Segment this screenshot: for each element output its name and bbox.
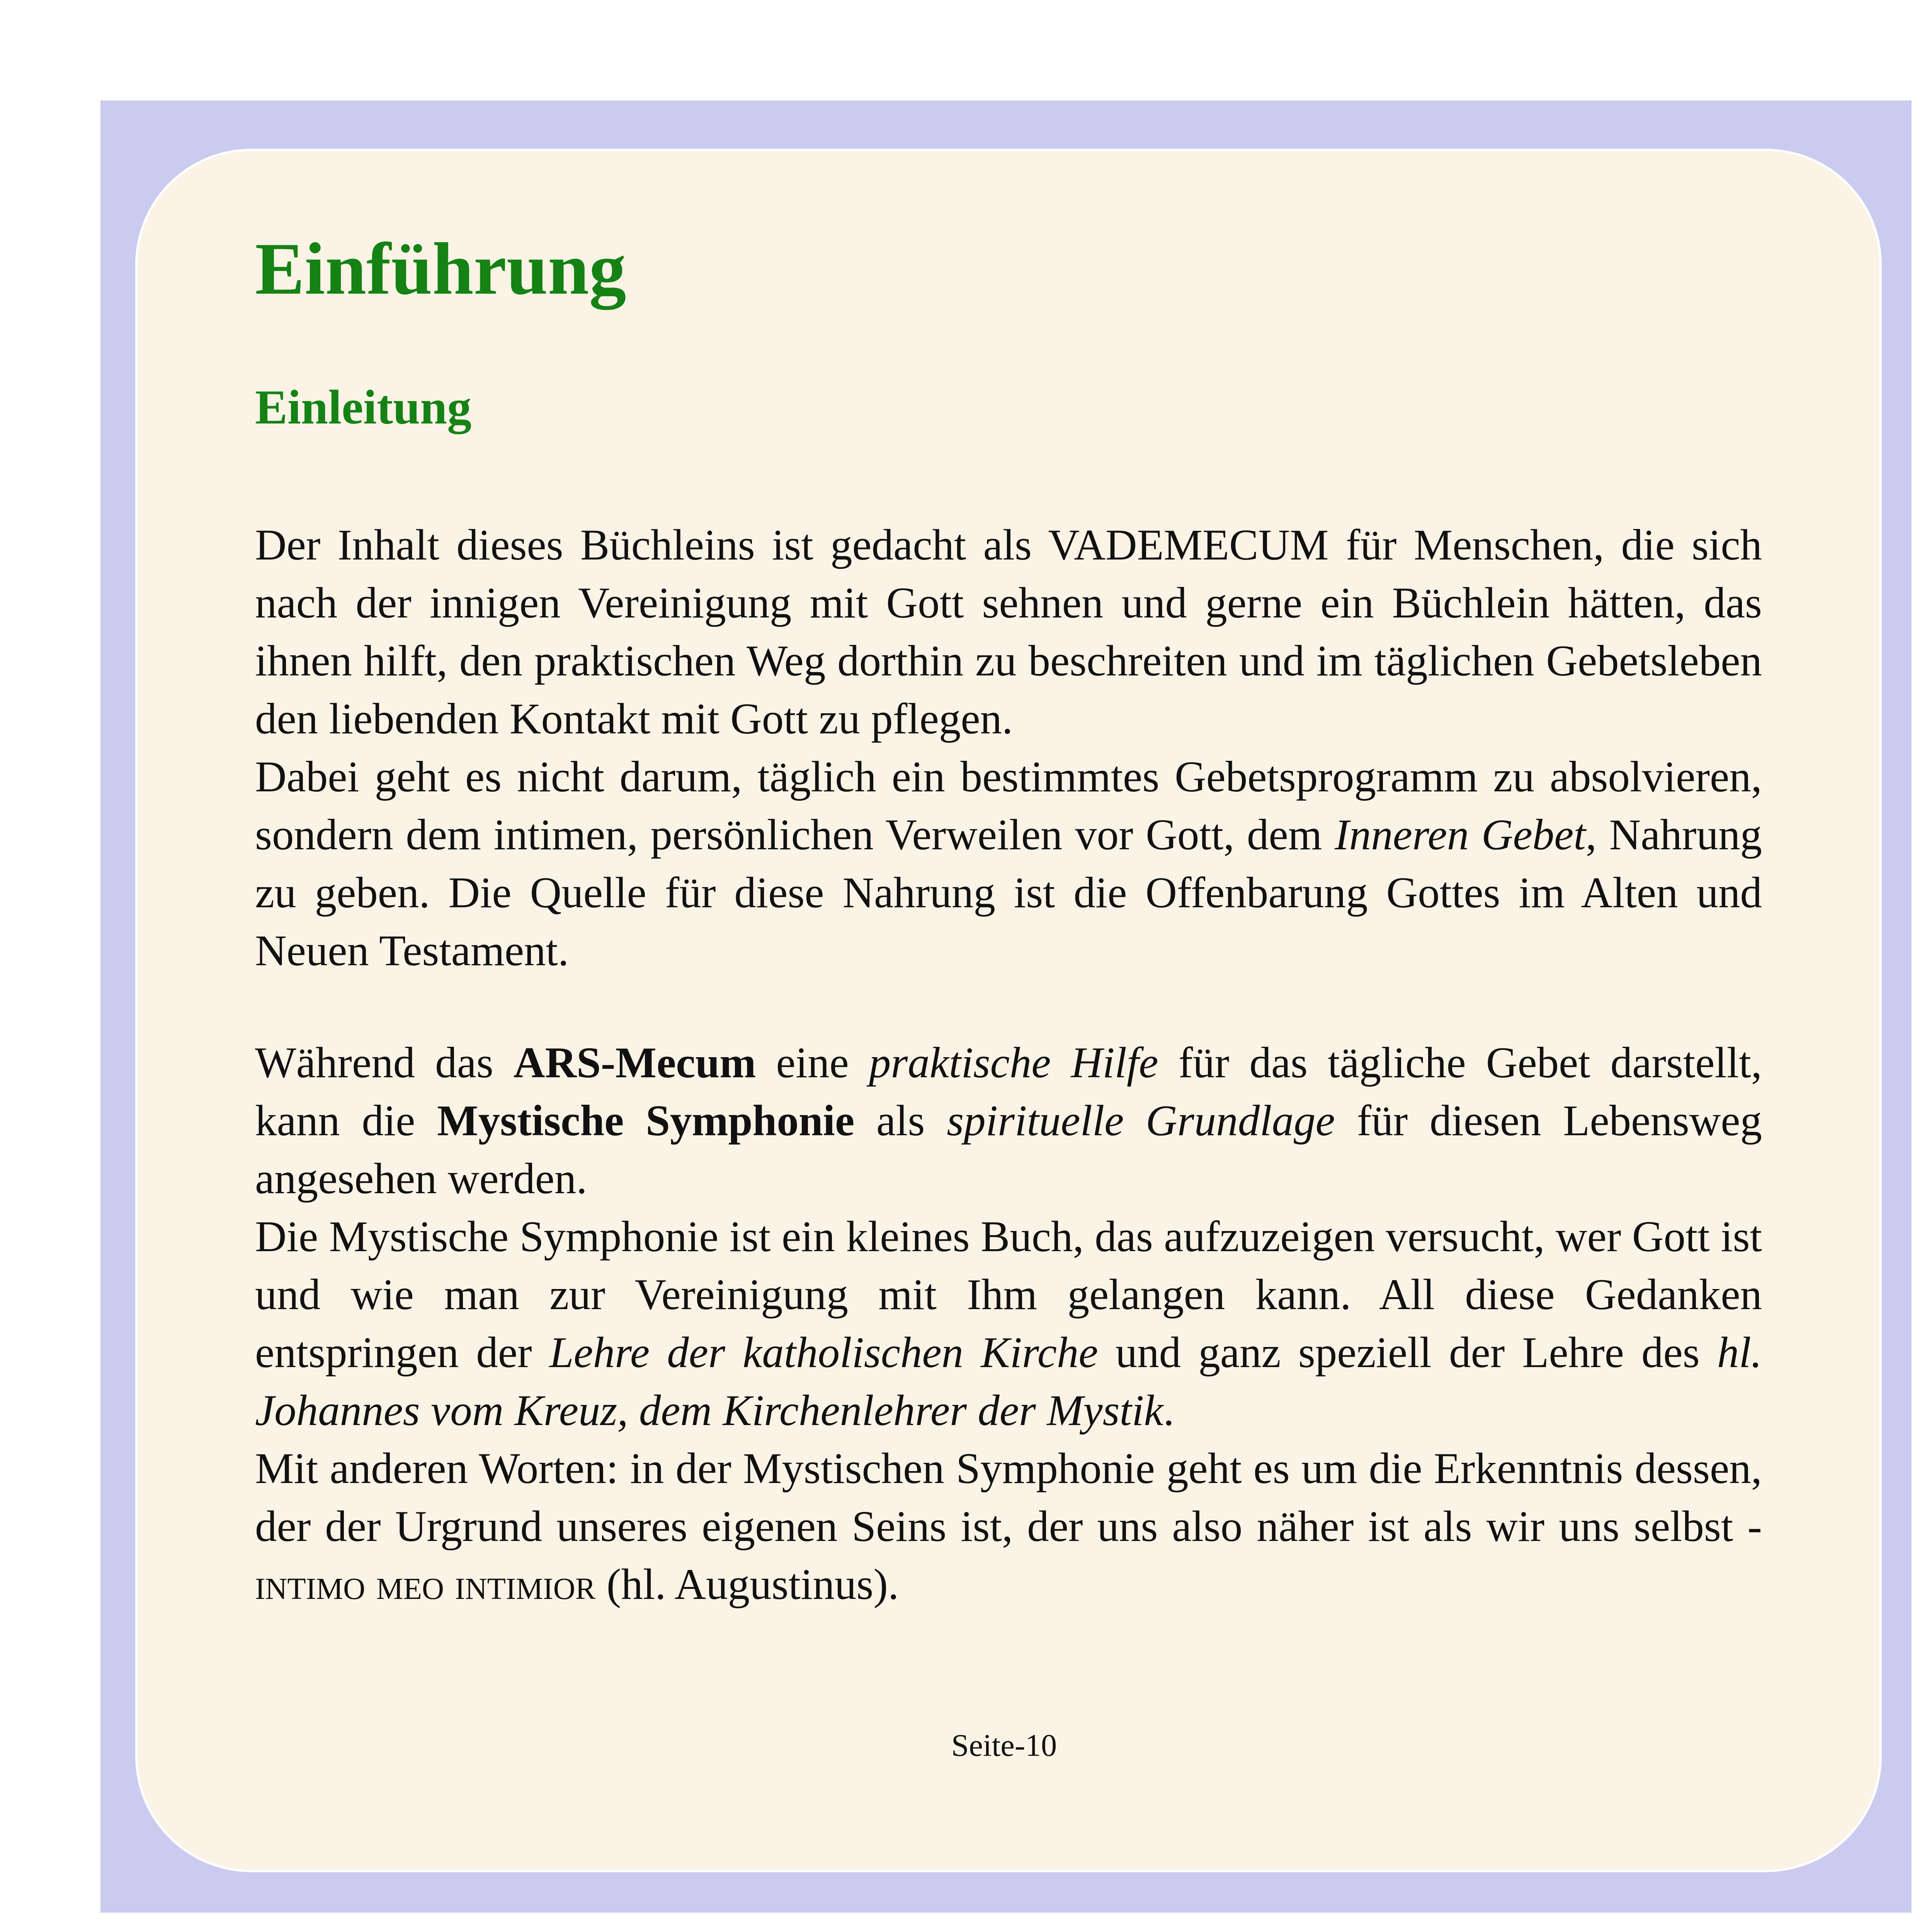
- paragraph-3-text-b: eine: [756, 1039, 869, 1087]
- bold-mystische-symphonie: Mystische Symphonie: [437, 1097, 855, 1145]
- emphasis-spirituelle-grundlage: spirituelle Grundlage: [947, 1097, 1335, 1145]
- emphasis-lehre-kirche: Lehre der katholischen Kirche: [549, 1328, 1098, 1377]
- page-number: Seite-10: [951, 1728, 1057, 1763]
- section-heading: Einleitung: [255, 381, 472, 434]
- paragraph-5-text-a: Mit anderen Worten: in der Mystischen Symphonie geht es um die Erkenntnis dessen, der der Urgrund unseres eigenen Seins ist, der uns also näher ist als wir uns selbst -: [255, 1444, 1762, 1551]
- paragraph-3-text-d: als: [854, 1097, 947, 1145]
- paragraph-3-text-c: für das tägliche Gebet darstellt, kann die: [255, 1039, 1762, 1145]
- document-body: [255, 228, 1762, 1614]
- paragraph-2: [255, 748, 1762, 980]
- bold-ars-mecum: ARS-Mecum: [513, 1039, 756, 1087]
- paragraph-1: [255, 516, 1762, 748]
- paragraph-2-text-b: , Nahrung zu geben. Die Quelle für diese Nahrung ist die Offenbarung Gottes im Alten und Neuen Testament.: [255, 811, 1762, 975]
- paragraph-3: [255, 1034, 1762, 1208]
- emphasis-praktische-hilfe: praktische Hilfe: [869, 1039, 1158, 1087]
- emphasis-inneres-gebet: Inneren Gebet: [1335, 811, 1586, 859]
- paragraph-3-text-e: für diesen Lebensweg angesehen werden.: [255, 1097, 1762, 1203]
- paragraph-4-text-c: .: [1163, 1386, 1174, 1435]
- emphasis-johannes-vom-kreuz: hl. Johannes vom Kreuz, dem Kirchenlehrer der Mystik: [255, 1328, 1762, 1435]
- smallcaps-latin-quote: intimo meo intimior: [255, 1560, 596, 1609]
- paragraph-4-text-b: und ganz speziell der Lehre des: [1098, 1328, 1717, 1377]
- paragraph-1-text: Der Inhalt dieses Büchleins ist gedacht als VADEMECUM für Menschen, die sich nach der innigen Vereinigung mit Gott sehnen und gerne ein Büchlein hätten, das ihnen hilft, den praktischen Weg dorthin zu beschreiten und im täglichen Gebetsleben den liebenden Kontakt mit Gott zu pflegen.: [255, 521, 1762, 743]
- paragraph-5-text-b: (hl. Augustinus).: [595, 1560, 899, 1609]
- paragraph-4-text-a: Die Mystische Symphonie ist ein kleines Buch, das aufzuzeigen versucht, wer Gott ist und wie man zur Vereinigung mit Ihm gelangen kann. All diese Gedanken entspringen der: [255, 1213, 1762, 1377]
- paragraph-3-text-a: Während das: [255, 1039, 514, 1087]
- paragraph-4: [255, 1208, 1762, 1440]
- page-title: Einführung: [255, 228, 626, 310]
- paragraph-5: [255, 1440, 1762, 1614]
- paragraph-2-text-a: Dabei geht es nicht darum, täglich ein bestimmtes Gebetsprogramm zu absolvieren, sondern dem intimen, persönlichen Verweilen vor Gott, dem: [255, 753, 1762, 859]
